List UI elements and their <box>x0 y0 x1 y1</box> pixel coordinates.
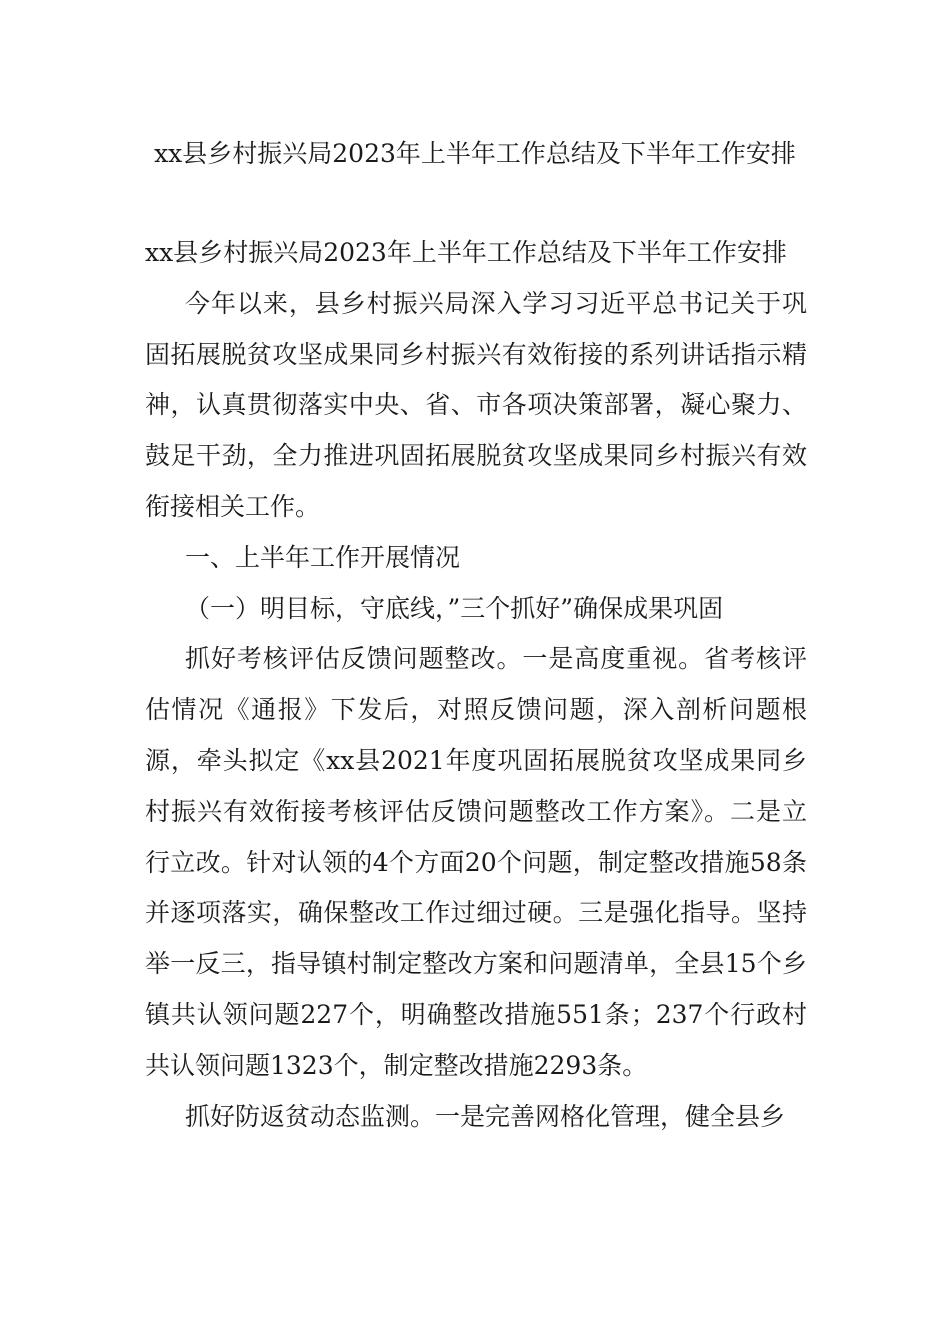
body-paragraph: 抓好考核评估反馈问题整改。一是高度重视。省考核评估情况《通报》下发后，对照反馈问题，深入剖析问题根源，牵头拟定《xx县2021年度巩固拓展脱贫攻坚成果同乡村振兴有效衔接考核评估反馈问题整改工作方案》。二是立行立改。针对认领的4个方面20个问题，制定整改措施58条并逐项落实，确保整改工作过细过硬。三是强化指导。坚持举一反三，指导镇村制定整改方案和问题清单，全县15个乡镇共认领问题227个，明确整改措施551条；237个行政村共认领问题1323个，制定整改措施2293条。 <box>145 644 807 1080</box>
document-subtitle: xx县乡村振兴局2023年上半年工作总结及下半年工作安排 <box>145 238 787 267</box>
document-title: xx县乡村振兴局2023年上半年工作总结及下半年工作安排 <box>154 139 796 168</box>
section-heading: 一、上半年工作开展情况 <box>185 542 461 572</box>
intro-paragraph: 今年以来，县乡村振兴局深入学习习近平总书记关于巩固拓展脱贫攻坚成果同乡村振兴有效衔接的系列讲话指示精神，认真贯彻落实中央、省、市各项决策部署，凝心聚力、鼓足干劲，全力推进巩固拓展脱贫攻坚成果同乡村振兴有效衔接相关工作。 <box>145 288 807 521</box>
document-body <box>145 228 807 1142</box>
subsection-heading: （一）明目标，守底线，”三个抓好”确保成果巩固 <box>185 593 724 623</box>
body-paragraph: 抓好防返贫动态监测。一是完善网格化管理，健全县乡 <box>185 1101 786 1131</box>
